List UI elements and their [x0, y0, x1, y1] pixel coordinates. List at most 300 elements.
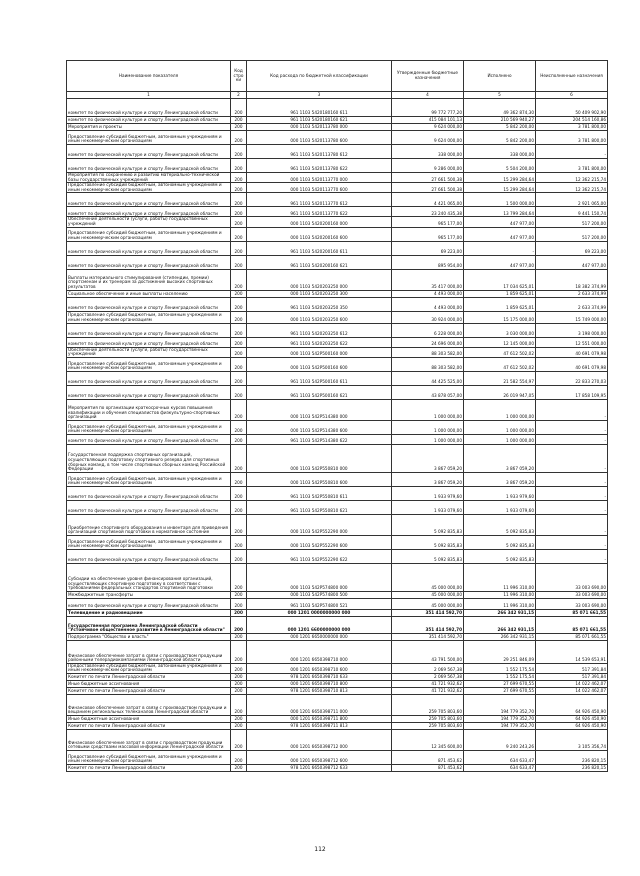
row-unexecuted: 64 926 450,90 [536, 715, 608, 722]
row-unexecuted: 3 781 800,00 [536, 159, 608, 173]
row-unexecuted: 64 926 450,90 [536, 694, 608, 715]
table-row [67, 633, 608, 640]
table-row [67, 183, 608, 193]
row-name: комитет по физической культуре и спорту Ленинградской области [67, 145, 231, 159]
table-row [67, 609, 608, 616]
row-code: 200 [231, 217, 247, 227]
row-executed: 3 867 059,20 [464, 472, 536, 486]
row-name: комитет по физической культуре и спорту Ленинградской области [67, 241, 231, 255]
row-code: 200 [231, 337, 247, 347]
row-unexecuted: - [536, 486, 608, 500]
row-name: Финансовое обеспечение затрат в связи с производством продукции и вещанием региональных телеканалов Ленинградской области [67, 694, 231, 715]
row-unexecuted: 15 749 000,00 [536, 311, 608, 323]
row-code: 200 [231, 99, 247, 117]
row-unexecuted: 40 691 079,98 [536, 357, 608, 371]
row-approved: 35 417 000,00 [392, 269, 464, 290]
table-row [67, 323, 608, 337]
row-approved: 4 421 065,00 [392, 193, 464, 207]
row-executed: 338 000,00 [464, 145, 536, 159]
row-code: 200 [231, 420, 247, 434]
row-executed: 1 552 175,54 [464, 663, 536, 673]
row-unexecuted: - [536, 444, 608, 472]
row-kbk: 000 1201 6600000000 000 [247, 616, 392, 633]
row-code: 200 [231, 399, 247, 420]
row-approved: 43 791 500,00 [392, 640, 464, 663]
row-approved: 259 705 803,60 [392, 694, 464, 715]
row-approved: 43 878 057,00 [392, 385, 464, 399]
row-name: Субсидии на обеспечение уровня финансирования организаций, осуществляющих спортивную подготовку в соответствии с требованиями федеральных стандартов спортивной подготовки [67, 563, 231, 591]
row-approved: 5 092 835,83 [392, 535, 464, 549]
row-name: Финансовое обеспечение затрат в связи с производством продукции районными телерадиокомпаниями Ленинградской области [67, 640, 231, 663]
row-unexecuted: 85 071 661,55 [536, 616, 608, 633]
table-row [67, 337, 608, 347]
row-approved: 1 000 000,00 [392, 434, 464, 444]
table-row [67, 357, 608, 371]
header-approved: Утвержденные бюджетные назначения [392, 61, 464, 92]
row-executed: 21 582 554,97 [464, 371, 536, 385]
column-number: 2 [231, 92, 247, 99]
table-row [67, 193, 608, 207]
table-row [67, 117, 608, 124]
row-executed: 194 779 352,70 [464, 694, 536, 715]
row-name: Предоставление субсидий бюджетным, автономным учреждениям и иным некоммерческим организациям [67, 357, 231, 371]
row-kbk: 000 1103 542P574800 500 [247, 591, 392, 598]
row-code: 200 [231, 269, 247, 290]
row-approved: 9 624 000,00 [392, 124, 464, 131]
row-name: Телевидение и радиовещание [67, 609, 231, 616]
row-code: 200 [231, 297, 247, 311]
row-name: комитет по физической культуре и спорту Ленинградской области [67, 193, 231, 207]
row-executed: 194 779 352,70 [464, 722, 536, 729]
row-executed: 1 859 625,01 [464, 290, 536, 297]
row-approved: 88 303 582,00 [392, 357, 464, 371]
table-row [67, 715, 608, 722]
table-row [67, 385, 608, 399]
row-code: 200 [231, 514, 247, 535]
row-approved: 45 000 000,00 [392, 591, 464, 598]
table-row [67, 729, 608, 750]
row-code: 200 [231, 241, 247, 255]
table-row [67, 371, 608, 385]
row-code: 200 [231, 729, 247, 750]
table-row [67, 472, 608, 486]
row-kbk: 978 1201 6650398710 813 [247, 687, 392, 694]
row-executed: 447 977,00 [464, 217, 536, 227]
row-name: комитет по физической культуре и спорту Ленинградской области [67, 500, 231, 514]
table-row [67, 145, 608, 159]
row-executed: 49 362 874,30 [464, 99, 536, 117]
row-approved: 259 705 803,60 [392, 715, 464, 722]
row-kbk: 000 1201 6650398712 600 [247, 750, 392, 764]
row-approved: 895 954,00 [392, 255, 464, 269]
row-approved: 351 414 592,70 [392, 633, 464, 640]
row-approved: 23 240 435,38 [392, 207, 464, 217]
row-code: 200 [231, 764, 247, 771]
row-unexecuted: 447 977,00 [536, 255, 608, 269]
header-executed: Исполнено [464, 61, 536, 92]
row-code: 200 [231, 371, 247, 385]
row-code: 200 [231, 750, 247, 764]
row-name: комитет по физической культуре и спорту Ленинградской области [67, 337, 231, 347]
row-approved: 871 453,62 [392, 764, 464, 771]
row-code: 200 [231, 183, 247, 193]
row-unexecuted: - [536, 514, 608, 535]
row-unexecuted: 50 409 902,90 [536, 99, 608, 117]
row-unexecuted: 517 200,00 [536, 217, 608, 227]
row-approved: 41 721 932,62 [392, 687, 464, 694]
row-code: 200 [231, 715, 247, 722]
row-code: 200 [231, 500, 247, 514]
row-name: Социальное обеспечение и иные выплаты населению [67, 290, 231, 297]
row-kbk: 978 1201 6650398712 633 [247, 764, 392, 771]
row-name: комитет по физической культуре и спорту Ленинградской области [67, 486, 231, 500]
table-row [67, 591, 608, 598]
row-unexecuted: 517 391,84 [536, 663, 608, 673]
row-name: Подпрограмма "Общество и власть" [67, 633, 231, 640]
row-kbk: 000 1103 542P514380 000 [247, 399, 392, 420]
row-kbk: 961 1103 542P550810 611 [247, 486, 392, 500]
table-row [67, 680, 608, 687]
row-code: 200 [231, 616, 247, 633]
row-name: Приобретение спортивного оборудования и инвентаря для приведения организаций спортивной подготовки в нормативное состояние [67, 514, 231, 535]
row-approved: 9 286 000,00 [392, 159, 464, 173]
row-executed: 1 552 175,54 [464, 673, 536, 680]
row-code: 200 [231, 609, 247, 616]
row-name: комитет по физической культуре и спорту Ленинградской области [67, 385, 231, 399]
table-row [67, 722, 608, 729]
table-row [67, 269, 608, 290]
row-code: 200 [231, 673, 247, 680]
row-executed: 3 030 000,00 [464, 323, 536, 337]
row-code: 200 [231, 640, 247, 663]
row-kbk: 000 1103 542P552290 600 [247, 535, 392, 549]
table-row [67, 99, 608, 117]
row-name: Иные бюджетные ассигнования [67, 680, 231, 687]
row-executed: 1 500 000,00 [464, 193, 536, 207]
row-name: Комитет по печати Ленинградской области [67, 722, 231, 729]
row-name: Комитет по печати Ленинградской области [67, 764, 231, 771]
row-executed: 9 240 243,26 [464, 729, 536, 750]
row-code: 200 [231, 687, 247, 694]
row-name: Обеспечение деятельности (услуги, работы) государственных учреждений [67, 347, 231, 357]
row-kbk: 000 1201 6650000000 000 [247, 633, 392, 640]
row-executed: 194 779 352,70 [464, 715, 536, 722]
table-row [67, 227, 608, 241]
row-name: комитет по физической культуре и спорту Ленинградской области [67, 207, 231, 217]
row-unexecuted: 3 781 800,00 [536, 131, 608, 145]
row-approved: 871 453,62 [392, 750, 464, 764]
row-kbk: 000 1201 6650398710 800 [247, 680, 392, 687]
row-name: комитет по физической культуре и спорту Ленинградской области [67, 159, 231, 173]
row-executed: 15 175 000,00 [464, 311, 536, 323]
row-executed: 1 000 000,00 [464, 399, 536, 420]
row-unexecuted: 18 382 374,99 [536, 269, 608, 290]
row-kbk: 000 1103 5420200160 000 [247, 217, 392, 227]
row-kbk: 000 1201 0000000000 000 [247, 609, 392, 616]
row-approved: 41 721 932,62 [392, 680, 464, 687]
row-unexecuted: 85 071 661,55 [536, 633, 608, 640]
row-approved: 3 867 059,20 [392, 472, 464, 486]
row-unexecuted: 14 022 462,07 [536, 680, 608, 687]
row-name: комитет по физической культуре и спорту Ленинградской области [67, 371, 231, 385]
row-name: комитет по физической культуре и спорту Ленинградской области [67, 323, 231, 337]
row-name: Комитет по печати Ленинградской области [67, 673, 231, 680]
row-executed: 1 933 079,60 [464, 500, 536, 514]
row-name: Мероприятия по сохранению и развитию материально-технической базы государственных учреждений [67, 173, 231, 183]
row-approved: 338 000,00 [392, 145, 464, 159]
row-unexecuted: - [536, 549, 608, 563]
row-code: 200 [231, 347, 247, 357]
row-name: Финансовое обеспечение затрат в связи с производством продукции сетевыми средствами массовой информации Ленинградской области [67, 729, 231, 750]
row-approved: 88 303 582,00 [392, 347, 464, 357]
row-unexecuted: 17 858 109,95 [536, 385, 608, 399]
row-executed: 13 799 284,64 [464, 207, 536, 217]
row-name: комитет по физической культуре и спорту Ленинградской области [67, 255, 231, 269]
row-approved: 9 624 000,00 [392, 131, 464, 145]
row-kbk: 000 1201 6650398711 000 [247, 694, 392, 715]
row-unexecuted: 3 105 356,74 [536, 729, 608, 750]
row-code: 200 [231, 591, 247, 598]
row-code: 200 [231, 563, 247, 591]
row-unexecuted: 517 391,84 [536, 673, 608, 680]
row-executed: 5 842 200,00 [464, 131, 536, 145]
row-name: Межбюджетные трансферты [67, 591, 231, 598]
table-row [67, 444, 608, 472]
row-approved: 5 092 835,83 [392, 549, 464, 563]
row-executed: 47 612 502,02 [464, 347, 536, 357]
row-code: 200 [231, 486, 247, 500]
row-approved: 1 933 079,60 [392, 500, 464, 514]
row-unexecuted: 2 633 374,99 [536, 290, 608, 297]
row-kbk: 000 1201 6650398710 000 [247, 640, 392, 663]
row-code: 200 [231, 434, 247, 444]
row-kbk: 961 1103 5420203250 622 [247, 337, 392, 347]
column-number-row [67, 92, 608, 99]
table-row [67, 514, 608, 535]
row-name: Предоставление субсидий бюджетным, автономным учреждениям и иным некоммерческим организациям [67, 663, 231, 673]
row-approved: 6 228 000,00 [392, 323, 464, 337]
row-kbk: 961 1103 542P514380 622 [247, 434, 392, 444]
row-executed: 15 299 284,64 [464, 173, 536, 183]
row-unexecuted: 236 820,15 [536, 764, 608, 771]
row-executed: 12 145 000,00 [464, 337, 536, 347]
row-unexecuted: 40 691 079,98 [536, 347, 608, 357]
table-row [67, 500, 608, 514]
header-code: Код стро ки [231, 61, 247, 92]
row-unexecuted: - [536, 472, 608, 486]
row-executed: 11 996 310,00 [464, 598, 536, 609]
table-row [67, 241, 608, 255]
row-code: 200 [231, 694, 247, 715]
header-name: Наименование показателя [67, 61, 231, 92]
row-code: 200 [231, 385, 247, 399]
row-kbk: 978 1201 6650398710 633 [247, 673, 392, 680]
row-code: 200 [231, 549, 247, 563]
table-row [67, 420, 608, 434]
row-kbk: 000 1103 5420113780 000 [247, 124, 392, 131]
row-executed: 634 633,47 [464, 750, 536, 764]
row-kbk: 961 1103 5420203250 612 [247, 323, 392, 337]
table-row [67, 290, 608, 297]
row-approved: 1 000 000,00 [392, 399, 464, 420]
row-unexecuted: - [536, 500, 608, 514]
row-approved: 351 414 592,70 [392, 609, 464, 616]
row-approved: 27 661 500,38 [392, 173, 464, 183]
row-kbk: 000 1201 6650398711 800 [247, 715, 392, 722]
row-name: Предоставление субсидий бюджетным, автономным учреждениям и иным некоммерческим организациям [67, 311, 231, 323]
row-executed: 27 699 670,55 [464, 680, 536, 687]
row-executed: 29 251 846,09 [464, 640, 536, 663]
table-row [67, 399, 608, 420]
row-executed: 266 342 931,15 [464, 633, 536, 640]
row-kbk: 000 1103 542P550810 600 [247, 472, 392, 486]
table-row [67, 694, 608, 715]
row-unexecuted: 69 223,00 [536, 241, 608, 255]
row-approved: 4 493 000,00 [392, 297, 464, 311]
header-row [67, 61, 608, 92]
row-unexecuted: - [536, 420, 608, 434]
row-kbk: 000 1103 5420200160 600 [247, 227, 392, 241]
row-unexecuted: 3 781 800,00 [536, 124, 608, 131]
table-row [67, 687, 608, 694]
row-executed: 210 569 940,27 [464, 117, 536, 124]
row-approved: 27 661 500,38 [392, 183, 464, 193]
row-unexecuted: 14 539 653,91 [536, 640, 608, 663]
row-name: Предоставление субсидий бюджетным, автономным учреждениям и иным некоммерческим организациям [67, 420, 231, 434]
row-code: 200 [231, 472, 247, 486]
row-name: Предоставление субсидий бюджетным, автономным учреждениям и иным некоммерческим организациям [67, 227, 231, 241]
row-code: 200 [231, 290, 247, 297]
row-executed: 17 034 625,01 [464, 269, 536, 290]
row-name: комитет по физической культуре и спорту Ленинградской области [67, 549, 231, 563]
row-kbk: 961 1103 542P500160 611 [247, 371, 392, 385]
row-name: Иные бюджетные ассигнования [67, 715, 231, 722]
row-approved: 259 705 803,60 [392, 722, 464, 729]
row-kbk: 000 1103 5420203250 300 [247, 290, 392, 297]
table-row [67, 486, 608, 500]
column-number: 3 [247, 92, 392, 99]
row-kbk: 000 1103 542P514380 600 [247, 420, 392, 434]
row-unexecuted: 12 362 215,74 [536, 183, 608, 193]
row-kbk: 961 1103 542P552290 622 [247, 549, 392, 563]
row-kbk: 000 1103 5420113770 600 [247, 183, 392, 193]
row-unexecuted: - [536, 434, 608, 444]
row-executed: 5 092 835,83 [464, 514, 536, 535]
row-executed: 1 933 979,60 [464, 486, 536, 500]
row-executed: 15 299 284,64 [464, 183, 536, 193]
row-executed: 634 633,47 [464, 764, 536, 771]
row-code: 200 [231, 357, 247, 371]
row-executed: 266 342 931,15 [464, 616, 536, 633]
row-approved: 2 069 567,38 [392, 663, 464, 673]
row-code: 200 [231, 323, 247, 337]
row-approved: 2 069 567,38 [392, 673, 464, 680]
row-approved: 45 000 000,00 [392, 598, 464, 609]
row-code: 200 [231, 311, 247, 323]
row-executed: 5 504 200,00 [464, 159, 536, 173]
row-approved: 44 425 525,00 [392, 371, 464, 385]
row-approved: 4 493 000,00 [392, 290, 464, 297]
row-code: 200 [231, 124, 247, 131]
row-kbk: 961 1103 5420200160 611 [247, 241, 392, 255]
row-code: 200 [231, 173, 247, 183]
row-unexecuted: 12 362 215,74 [536, 173, 608, 183]
table-row [67, 173, 608, 183]
row-name: комитет по физической культуре и спорту Ленинградской области [67, 598, 231, 609]
page-number: 112 [314, 846, 326, 853]
row-executed: 447 977,00 [464, 255, 536, 269]
table-row [67, 297, 608, 311]
row-kbk: 961 1103 542P500160 621 [247, 385, 392, 399]
row-approved: 1 933 979,60 [392, 486, 464, 500]
row-executed: 1 000 000,00 [464, 434, 536, 444]
row-code: 200 [231, 444, 247, 472]
row-code: 200 [231, 535, 247, 549]
row-approved: 99 772 777,20 [392, 99, 464, 117]
row-kbk: 961 1103 5420200160 621 [247, 255, 392, 269]
table-row [67, 764, 608, 771]
row-executed: 11 996 310,00 [464, 563, 536, 591]
row-unexecuted: 9 441 150,74 [536, 207, 608, 217]
row-code: 200 [231, 207, 247, 217]
row-unexecuted: 236 820,15 [536, 750, 608, 764]
column-number: 4 [392, 92, 464, 99]
row-name: Предоставление субсидий бюджетным, автономным учреждениям и иным некоммерческим организациям [67, 750, 231, 764]
row-executed: 11 996 310,00 [464, 591, 536, 598]
header-kbk: Код расхода по бюджетной классификации [247, 61, 392, 92]
row-kbk: 961 1103 5420113770 622 [247, 207, 392, 217]
row-kbk: 000 1103 5420203250 000 [247, 269, 392, 290]
row-code: 200 [231, 131, 247, 145]
row-executed: 26 019 947,05 [464, 385, 536, 399]
row-kbk: 961 1103 5420180160 621 [247, 117, 392, 124]
row-unexecuted: - [536, 535, 608, 549]
table-row [67, 673, 608, 680]
row-approved: 1 000 000,00 [392, 420, 464, 434]
table-row [67, 640, 608, 663]
row-approved: 24 696 000,00 [392, 337, 464, 347]
row-kbk: 961 1103 542P550810 621 [247, 500, 392, 514]
row-unexecuted: 2 633 374,99 [536, 297, 608, 311]
row-unexecuted: - [536, 399, 608, 420]
row-executed: 47 612 502,02 [464, 357, 536, 371]
row-approved: 965 177,00 [392, 227, 464, 241]
row-name: Предоставление субсидий бюджетным, автономным учреждениям и иным некоммерческим организациям [67, 183, 231, 193]
row-code: 200 [231, 680, 247, 687]
column-number: 6 [536, 92, 608, 99]
row-approved: 415 084 101,13 [392, 117, 464, 124]
row-name: комитет по физической культуре и спорту Ленинградской области [67, 297, 231, 311]
row-name: Предоставление субсидий бюджетным, автономным учреждениям и иным некоммерческим организациям [67, 535, 231, 549]
table-row [67, 207, 608, 217]
row-executed: 5 092 835,83 [464, 549, 536, 563]
row-approved: 12 345 600,00 [392, 729, 464, 750]
row-code: 200 [231, 227, 247, 241]
table-row [67, 159, 608, 173]
table-row [67, 616, 608, 633]
row-executed: 1 859 625,01 [464, 297, 536, 311]
row-executed: 266 342 931,15 [464, 609, 536, 616]
row-code: 200 [231, 159, 247, 173]
row-executed: 27 699 670,55 [464, 687, 536, 694]
row-unexecuted: 12 551 000,00 [536, 337, 608, 347]
row-kbk: 000 1201 6650398712 000 [247, 729, 392, 750]
row-kbk: 961 1103 5420113780 612 [247, 145, 392, 159]
row-code: 200 [231, 722, 247, 729]
row-name: комитет по физической культуре и спорту Ленинградской области [67, 99, 231, 117]
row-kbk: 961 1103 542P574800 521 [247, 598, 392, 609]
row-name: комитет по физической культуре и спорту Ленинградской области [67, 117, 231, 124]
